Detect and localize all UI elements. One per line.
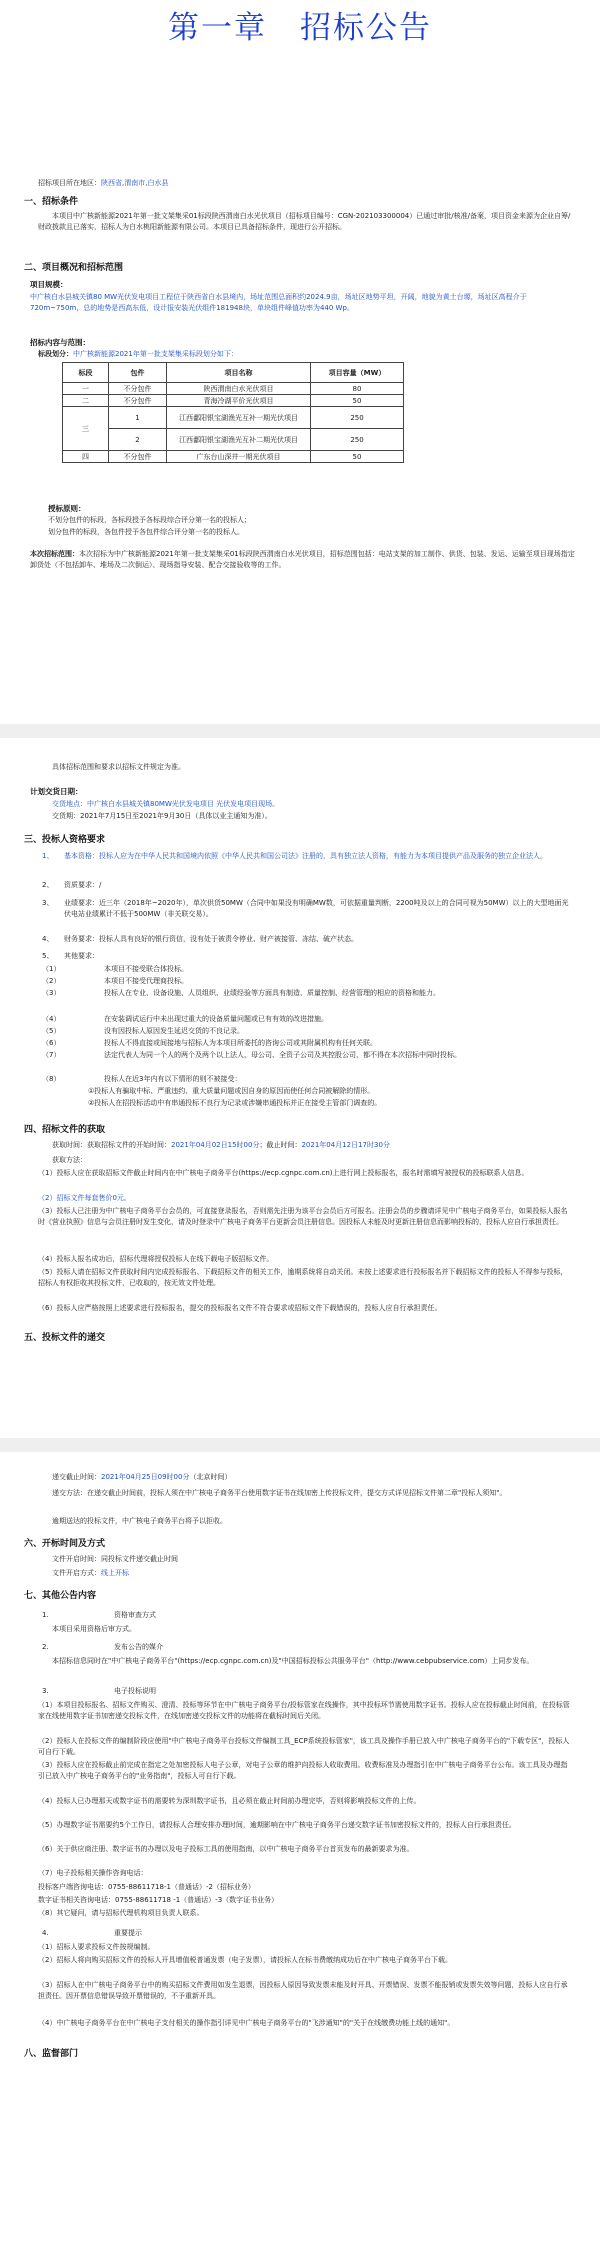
opening-method — [38, 1568, 573, 1579]
deadline-label: 递交截止时间： — [52, 1473, 101, 1481]
sub-condition: ①投标人有骗取中标、严重违约、重大质量问题或因自身的原因而使任何合同被解除的情形。 — [88, 1087, 375, 1095]
lot-table-header — [63, 363, 404, 383]
delivery-place: 交货地点：中广核白水县城关镇80MW光伏发电项目 光伏发电项目现场。 — [52, 800, 280, 808]
location-label: 招标项目所在地区： — [38, 179, 101, 187]
section-5-heading: 五、投标文件的递交 — [24, 1333, 106, 1343]
item-number: （8） — [42, 1075, 61, 1083]
acquire-step: （2）招标文件每套售价0元。 — [38, 1194, 131, 1202]
item-number: 1、 — [42, 852, 54, 860]
item-number: （5） — [42, 1027, 61, 1035]
opening-method-value: 线上开标 — [101, 1569, 129, 1577]
scope-text-continued — [30, 742, 575, 753]
e-bid-item: （3）投标人应在投标截止前完成在指定之处加密投标人电子公章，对电子公章的维护向投标人收取费用。收费标准及办理指引在中广核电子商务平台公布。该工具及办理指引已放入中广核电子商务平台的"业务指南"，投标人可自行下载。 — [38, 1761, 568, 1780]
section-1-text: 本项目中广核新能源2021年第一批文架集采01标段陕西渭南白水光伏项目（招标项目编号：CGN-202103300004）已通过审批/核准/备案，项目资金来源为企业自筹/财政拨款且已落实，招标人为白水桃阳新能源有限公司。本项目已具备招标条件，现进行公开招标。 — [38, 212, 571, 231]
item-title: 电子投标说明 — [114, 1687, 156, 1695]
item-number: （6） — [42, 1039, 61, 1047]
other-requirement — [34, 1014, 574, 1025]
lot-table — [62, 362, 404, 463]
opening-time: 文件开启时间：同投标文件递交截止时间 — [52, 1555, 178, 1563]
other-requirement — [34, 1074, 574, 1085]
item-number: （1） — [42, 965, 61, 973]
table-cell: 不分包件 — [109, 383, 167, 395]
document-title: 第一章 招标公告 — [168, 10, 432, 46]
requirement-item — [34, 898, 574, 920]
acquire-step: （6）投标人应严格按照上述要求进行投标报名，提交的投标报名文件不符合要求或招标文件下载错误的，投标人应自行承担责任。 — [38, 1304, 442, 1312]
other-requirement — [34, 964, 574, 975]
lot-table-header-cell: 项目容量（MW） — [311, 363, 404, 383]
e-bid-item: （4）投标人已办理那天或数字证书的需要转为深圳数字证书，且必须在截止时间前办理完毕，否则将影响投标文件的上传。 — [38, 1797, 421, 1805]
e-bid-item: （1）本项目投标报名、招标文件购买、澄清、投标等环节在中广核电子商务平台/投标管家在线操作，其中投标环节需使用数字证书。投标人应在投标截止时间前，在投标管家在线使用数字证书加密递交投标文件，在线加密递交投标文件的功能将在截标时间后关闭。 — [38, 1701, 570, 1720]
item-number: （7） — [42, 1051, 61, 1059]
late-submission-note: 逾期送达的投标文件，中广核电子商务平台将予以拒收。 — [52, 1517, 227, 1525]
table-cell: 80 — [311, 383, 404, 395]
other-requirement — [34, 1050, 574, 1061]
acquire-start: 2021年04月02日15时00分 — [171, 1141, 260, 1149]
table-cell: 250 — [311, 407, 404, 429]
delivery-plan-heading: 计划交货日期： — [30, 787, 83, 796]
table-cell: 不分包件 — [109, 395, 167, 407]
section-3-heading: 三、投标人资格要求 — [24, 835, 106, 845]
acquire-time-label: 获取时间：获取招标文件的开始时间： — [52, 1141, 171, 1149]
table-cell: 江西鄱阳银宝湖渔光互补二期光伏项目 — [167, 429, 311, 451]
item-text: 法定代表人为同一个人的两个及两个以上法人，母公司、全资子公司及其控股公司，都不得在本次招标中同时投标。 — [104, 1051, 461, 1059]
item-text: 资质要求：/ — [64, 881, 102, 889]
item-text: 没有因投标人原因发生延迟交货的不良记录。 — [104, 1027, 244, 1035]
acquire-step: （4）投标人报名成功后，招标代理将授权投标人在线下载电子版招标文件。 — [38, 1255, 274, 1263]
notice-item-title — [34, 1610, 574, 1621]
requirement-item — [34, 851, 574, 862]
project-location — [38, 178, 573, 189]
submit-method: 递交方法：在递交截止时间前，投标人须在中广核电子商务平台使用数字证书在线加密上传投标文件，提交方式详见招标文件第二章"投标人须知"。 — [52, 1489, 507, 1497]
section-7-heading: 七、其他公告内容 — [24, 1591, 97, 1601]
document-page-3 — [0, 1452, 600, 2256]
item-text: 投标人不得直接或间接地与招标人为本项目所委托的咨询公司或其附属机构有任何关联。 — [104, 1039, 377, 1047]
table-cell: 2 — [109, 429, 167, 451]
opening-method-label: 文件开启方式： — [52, 1569, 101, 1577]
item-number: （3） — [42, 989, 61, 997]
item-number: （2） — [42, 977, 61, 985]
other-requirement — [34, 976, 574, 987]
item-number: 2. — [42, 1643, 49, 1651]
document-page-2 — [0, 738, 600, 1438]
e-bid-item: （8）其它疑问，请与招标代理机构项目负责人联系。 — [38, 1909, 204, 1917]
acquire-time — [38, 1140, 573, 1151]
table-cell: 50 — [311, 395, 404, 407]
table-row — [63, 429, 404, 451]
table-cell: 江西鄱阳银宝湖渔光互补一期光伏项目 — [167, 407, 311, 429]
notice-item-title — [34, 1642, 574, 1653]
item-title: 发布公告的媒介 — [114, 1643, 163, 1651]
other-requirement — [34, 988, 574, 999]
table-cell: 二 — [63, 395, 109, 407]
phone-line: 投标客户端咨询电话：0755-88611718-1（普通话）-2（招标业务） — [38, 1883, 255, 1891]
item-text: 本项目不接受联合体投标。 — [104, 965, 188, 973]
table-cell: 四 — [63, 451, 109, 463]
section-1-heading: 一、招标条件 — [24, 197, 79, 207]
table-row — [63, 407, 404, 429]
delivery-time: 交货期：2021年7月15日至2021年9月30日（具体以业主通知为准）。 — [52, 812, 272, 820]
item-number: 2、 — [42, 881, 54, 889]
other-requirement — [34, 1038, 574, 1049]
award-principle-heading: 授标原则： — [48, 504, 86, 513]
page-gap — [0, 724, 600, 738]
item-title: 重要提示 — [114, 1929, 142, 1937]
sub-condition: ②投标人在招投标活动中有串通投标不良行为记录或涉嫌串通投标并正在接受主管部门调查的。 — [88, 1099, 382, 1107]
e-bid-item: （7）电子投标相关操作咨询电话： — [38, 1869, 148, 1877]
item-number: 3. — [42, 1687, 49, 1695]
section-4-heading: 四、招标文件的获取 — [24, 1125, 106, 1135]
item-number: 4、 — [42, 935, 54, 943]
item-text: 本项目不接受代理商投标。 — [104, 977, 188, 985]
table-cell: 三 — [63, 407, 109, 451]
page-gap — [0, 1438, 600, 1452]
acquire-method-label: 获取方法： — [52, 1156, 87, 1164]
table-cell: 不分包件 — [109, 451, 167, 463]
table-cell: 250 — [311, 429, 404, 451]
item-number: 1. — [42, 1611, 49, 1619]
requirement-item — [34, 880, 574, 891]
item-number: （4） — [42, 1015, 61, 1023]
e-bid-item: （5）办理数字证书需要约5个工作日，请投标人合理安排办理时间，逾期影响在中广核电子商务平台递交数字证书加密投标文件的，投标人自行承担责任。 — [38, 1821, 516, 1829]
item-number: 5、 — [42, 952, 54, 960]
lot-division-value: 中广核新能源2021年第一批支架集采标段划分如下： — [73, 350, 238, 358]
table-cell: 广东台山深井一期光伏项目 — [167, 451, 311, 463]
item-text: 财务要求：投标人具有良好的银行资信，没有处于被责令停业、财产被接管、冻结、破产状态。 — [64, 935, 358, 943]
acquire-step: （5）投标人请在招标文件获取时间内完成投标报名、下载招标文件的相关工作，逾期系统将自动关闭。未按上述要求进行投标报名并下载招标文件的投标人不得参与投标，招标人有权拒收其投标文件，已收取的，按无效文件处理。 — [38, 1268, 568, 1287]
requirement-item — [34, 951, 574, 962]
item-number: 4. — [42, 1929, 49, 1937]
scope-text: 本次招标为中广核新能源2021年第一批支架集采01标段陕西渭南白水光伏项目，招标范围包括：电站支架的加工制作、供货、包装、发运、运输至项目现场指定卸货处（不包括卸车、堆场及二次倒运）、现场指导安装、配合交接验收等的工作。 — [30, 550, 575, 569]
important-item: （4）中广核电子商务平台在中广核电子支付相关的操作指引详见中广核电子商务平台的"飞涉通知"的"关于在线缴费功能上线的通知"。 — [38, 2019, 455, 2027]
bid-content-heading: 招标内容与范围： — [30, 338, 90, 347]
scope-paragraph — [30, 549, 575, 571]
award-line: 不划分包件的标段，各标段授予各标段综合评分第一名的投标人； — [48, 516, 251, 524]
acquire-end: 2021年04月12日17时30分 — [301, 1141, 390, 1149]
scope-note: 具体招标范围和要求以招标文件规定为准。 — [52, 763, 185, 771]
table-cell: 1 — [109, 407, 167, 429]
notice-item-title — [34, 1686, 574, 1697]
other-requirement — [34, 1026, 574, 1037]
deadline-value: 2021年04月25日09时00分 — [101, 1473, 190, 1481]
location-value: 陕西省,渭南市,白水县 — [101, 179, 169, 187]
lot-division — [38, 349, 573, 360]
review-method-text: 本项目采用资格后审方式。 — [52, 1625, 136, 1633]
e-bid-item: （6）关于供应商注册、数字证书的办理以及电子投标工具的使用指南，以中广核电子商务平台首页发布的最新要求为准。 — [38, 1845, 414, 1853]
acquire-step: （1）投标人应在获取招标文件截止时间内在中广核电子商务平台(https://ecp.cgnpc.com.cn)上进行网上投标报名，报名时需填写被授权的投标联系人信息。 — [38, 1169, 529, 1177]
table-cell: 一 — [63, 383, 109, 395]
notice-item-title — [34, 1928, 574, 1939]
section-8-heading: 八、监督部门 — [24, 2049, 79, 2059]
e-bid-item: （2）投标人在投标文件的编制阶段应使用"中广核电子商务平台投标文件编制工具_ECP系统投标管家"，该工具及操作手册已放入中广核电子商务平台的"下载专区"，投标人可自行下载。 — [38, 1737, 570, 1756]
project-scale-heading: 项目规模： — [30, 280, 68, 289]
deadline-note: （北京时间） — [189, 1473, 232, 1481]
acquire-step: （3）投标人已注册为中广核电子商务平台会员的，可直接登录报名，否则需先注册为该平台会员后方可报名。注册会员的步骤请详见中广核电子商务平台，如果投标人报名时《营业执照》信息与会员注册时发生变化，请及时登录中广核电子商务平台更新会员注册信息。因投标人未能及时更新注册信息而影响投标的，投标人应自行承担责任。 — [38, 1207, 568, 1226]
lot-table-header-cell: 标段 — [63, 363, 109, 383]
item-text: 在安装调试运行中未出现过重大的设备质量问题或已有有效的改进措施。 — [104, 1015, 328, 1023]
table-row — [63, 383, 404, 395]
important-item: （3）招标人在中广核电子商务平台中的购买招标文件费用如发生退票，因投标人原因导致发票未能及时开具、开票错误、发票不能报销或发票失效等问题，投标人应自行承担责任。因开票信息错误导致开票错误的，不予重新开具。 — [38, 1981, 568, 2000]
section-6-heading: 六、开标时间及方式 — [24, 1539, 106, 1549]
award-line: 划分包件的标段，各包件授予各包件综合评分第一名的投标人。 — [48, 528, 244, 536]
item-text: 投标人在专业、设备设施、人员组织、业绩经验等方面具有制造、质量控制、经营管理的相应的资格和能力。 — [104, 989, 440, 997]
important-item: （1）招标人要求投标文件按规编制。 — [38, 1943, 155, 1951]
acquire-time-sep: ；截止时间： — [259, 1141, 302, 1149]
table-cell: 50 — [311, 451, 404, 463]
project-scale-text: 中广核白水县城关镇80 MW光伏发电项目工程位于陕西省白水县境内，场址范围总面积约2024.9亩，场址区地势平坦，开阔，地貌为黄土台塬，场址区高程介于720m~750m，总的地势是西高东低，设计报安装光伏组件181948块，单块组件峰值功率为440 Wp。 — [30, 293, 527, 312]
important-item: （2）招标人将向购买招标文件的投标人开具增值税普通发票（电子发票），请投标人在标书费缴纳成功后在中广核电子商务平台下载。 — [38, 1956, 452, 1964]
scope-heading: 本次招标范围： — [30, 550, 79, 558]
table-cell: 陕西渭南白水光伏项目 — [167, 383, 311, 395]
item-text: 其他要求： — [64, 952, 99, 960]
phone-line: 数字证书相关咨询电话：0755-88611718 -1（普通话）-3（数字证书业务） — [38, 1896, 279, 1904]
item-number: 3、 — [42, 899, 54, 907]
lot-table-header-cell: 包件 — [109, 363, 167, 383]
item-text: 基本资格：投标人应为在中华人民共和国境内依照《中华人民共和国公司法》注册的，具有独立法人资格，有能力为本项目提供产品及服务的独立企业法人。 — [64, 852, 547, 860]
document-page-1 — [0, 0, 600, 724]
table-row — [63, 395, 404, 407]
lot-table-header-cell: 项目名称 — [167, 363, 311, 383]
section-2-heading: 二、项目概况和招标范围 — [24, 263, 124, 273]
media-text: 本招标信息同时在"中广核电子商务平台"(https://ecp.cgnpc.com.cn)及"中国招标投标公共服务平台"（http://www.cebpubservice.com）上同步发布。 — [52, 1657, 534, 1665]
item-text: 投标人在近3年内有以下情形的则不被接受： — [104, 1075, 242, 1083]
table-row — [63, 451, 404, 463]
item-title: 资格审查方式 — [114, 1611, 156, 1619]
submit-deadline — [38, 1472, 573, 1483]
item-text: 业绩要求：近三年（2018年~2020年），单次供货50MW（合同中如果没有明确MW数，可依据重量判断，2200吨及以上的合同可视为50MW）以上的大型地面光伏电站业绩累计不低于500MW（非关联交易）。 — [64, 899, 569, 918]
requirement-item — [34, 934, 574, 945]
lot-division-label: 标段划分： — [38, 350, 73, 358]
table-cell: 青海冷湖平价光伏项目 — [167, 395, 311, 407]
